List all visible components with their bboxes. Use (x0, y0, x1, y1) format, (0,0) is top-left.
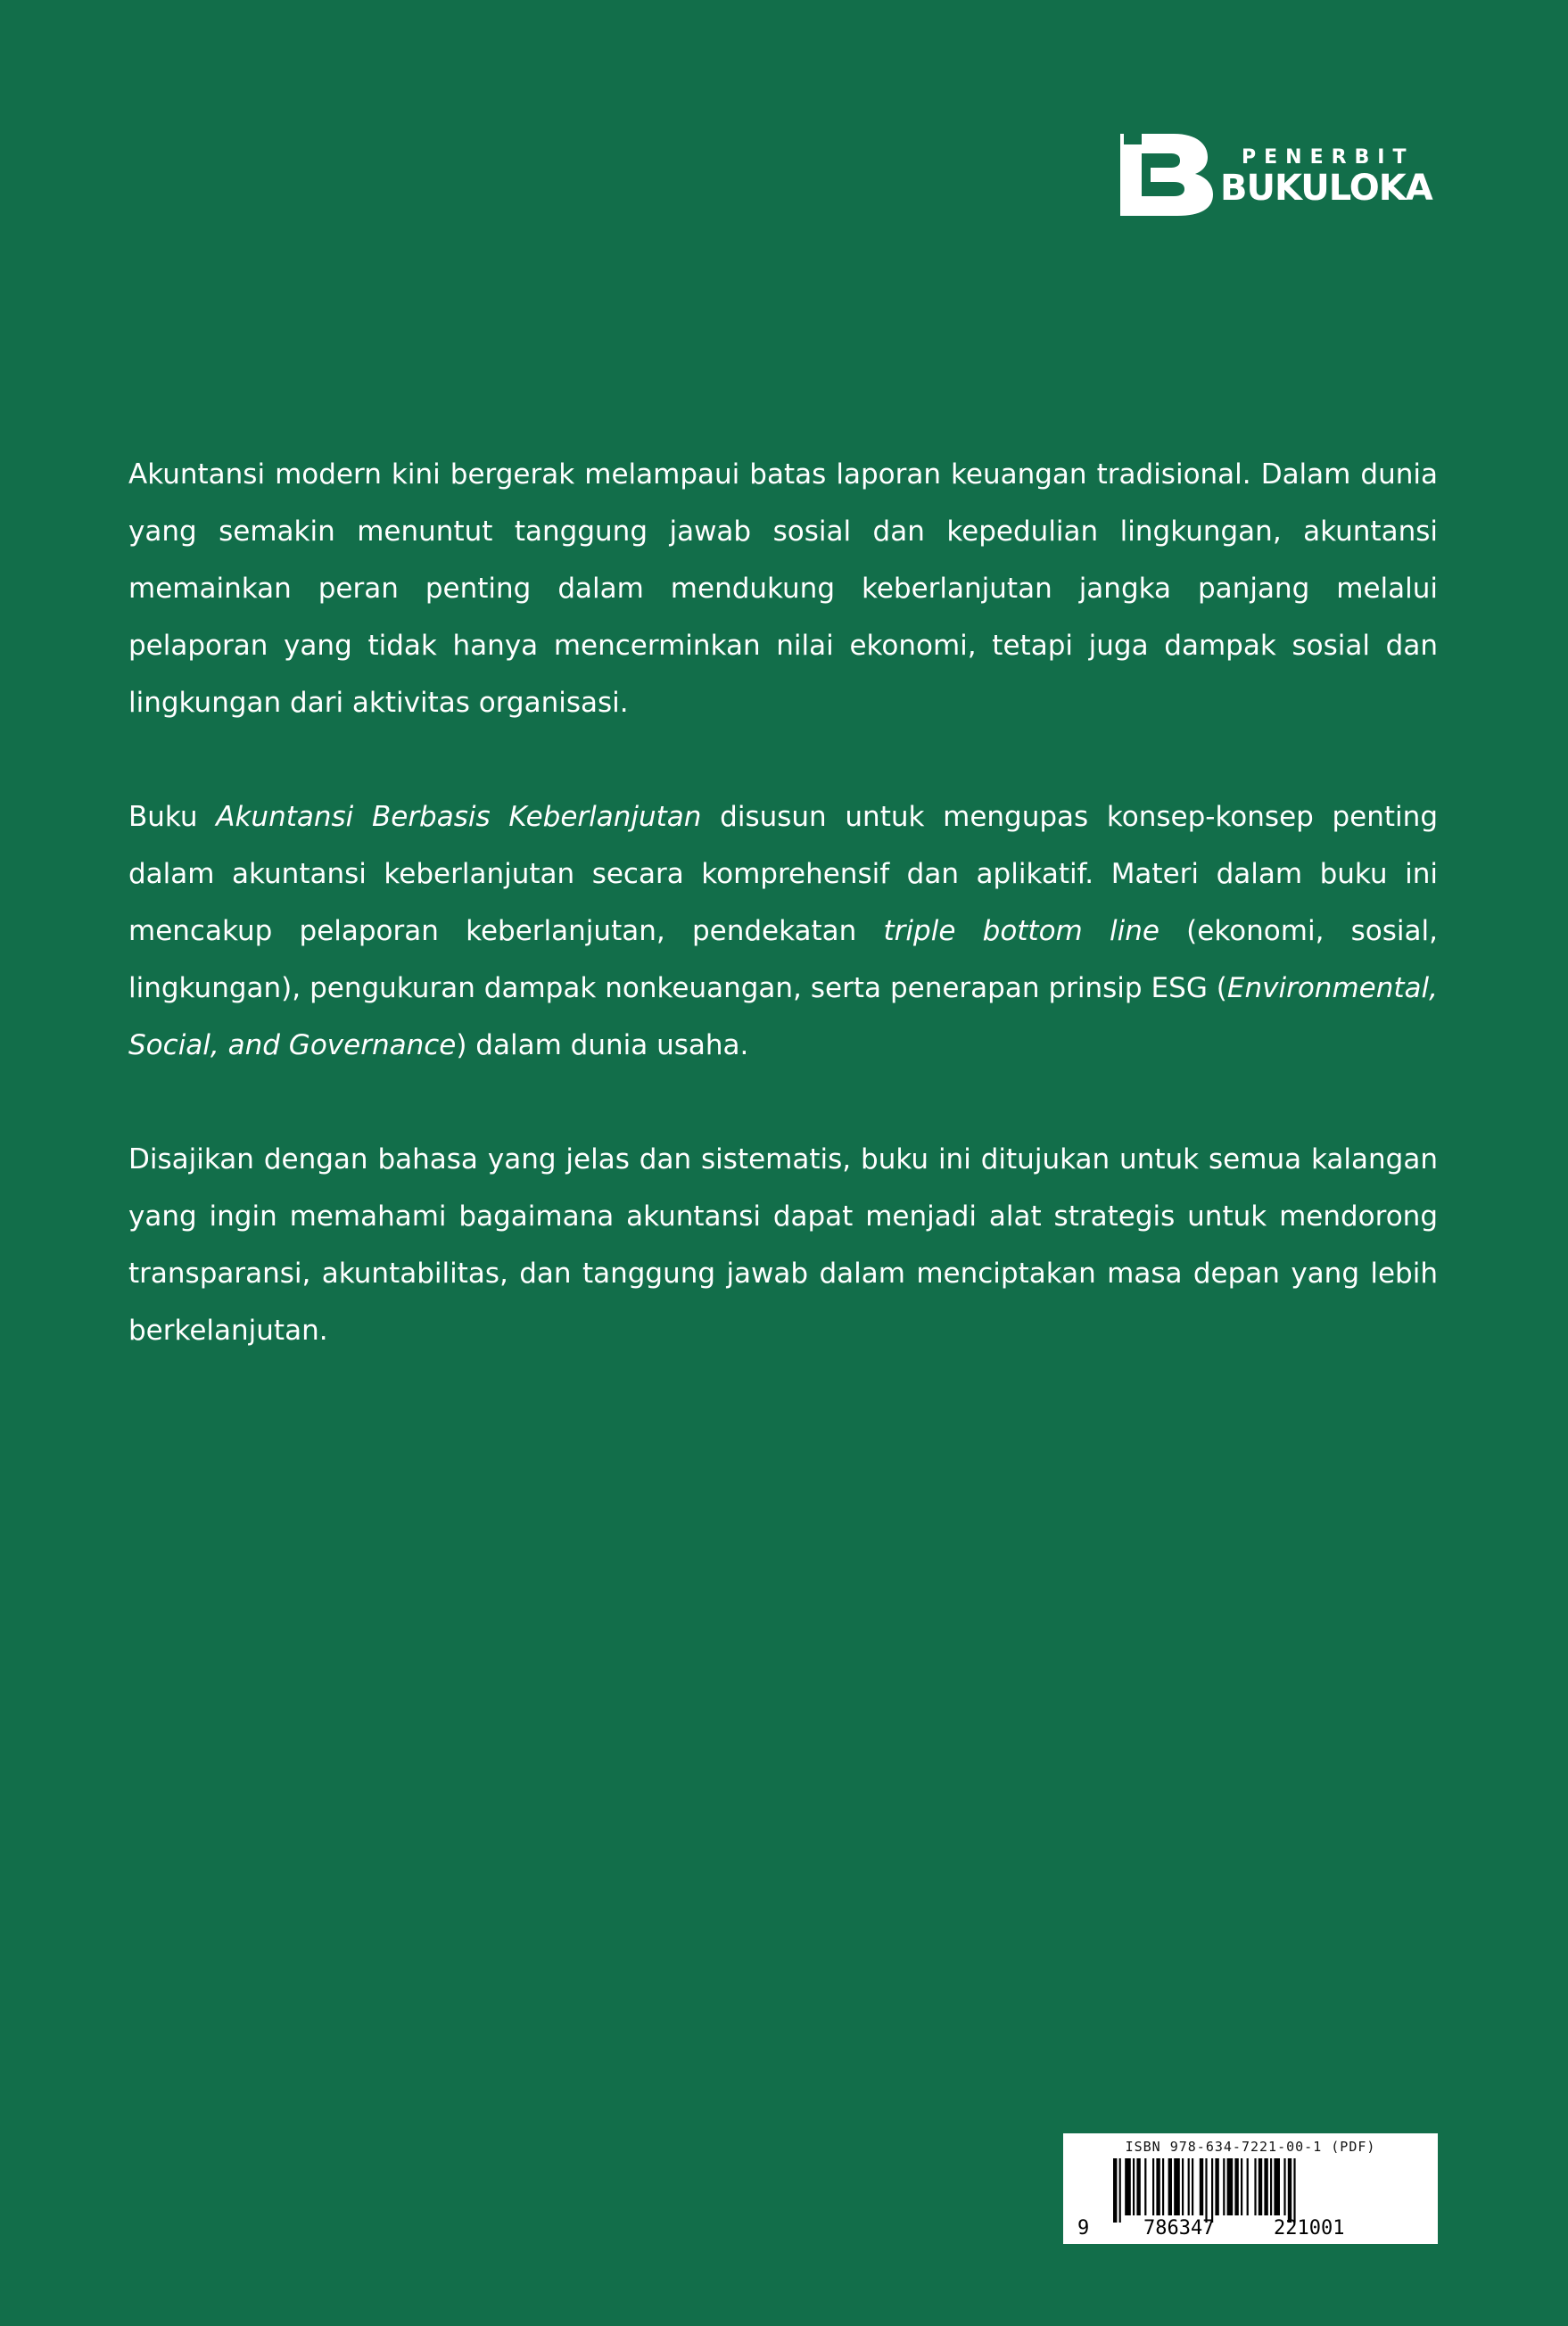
blurb-paragraph-3: Disajikan dengan bahasa yang jelas dan sistematis, buku ini ditujukan untuk semua kalangan yang ingin memahami bagaimana akuntansi dapat menjadi alat strategis untuk mendorong transparansi, akuntabilitas, dan tanggung jawab dalam menciptakan masa depan yang lebih berkelanjutan. (128, 1143, 1438, 1347)
barcode-bar (1152, 2158, 1154, 2215)
blurb-p2-part-c: (ekonomi, sosial, lingkungan), pengukuran dampak nonkeuangan, serta penerapan prinsip ESG ( (128, 915, 1438, 1004)
barcode-bar (1144, 2158, 1146, 2215)
barcode-bar (1125, 2158, 1131, 2215)
barcode-bar (1119, 2158, 1121, 2223)
esg-term: Environmental, Social, and Governance (128, 972, 1438, 1061)
barcode-bar (1241, 2158, 1242, 2215)
barcode-bar (1133, 2158, 1135, 2215)
blurb (128, 446, 1438, 1416)
isbn-barcode (1063, 2133, 1438, 2244)
barcode-bar (1211, 2158, 1213, 2223)
barcode-bar (1293, 2158, 1295, 2223)
barcode-digits-left: 786347 (1143, 2217, 1215, 2239)
barcode-bar (1270, 2158, 1272, 2215)
blurb-p2-part-a: Buku (128, 801, 217, 833)
barcode-digit-first: 9 (1077, 2217, 1090, 2239)
barcode-bar (1247, 2158, 1249, 2215)
barcode-bar (1264, 2158, 1267, 2215)
barcode-bar (1254, 2158, 1256, 2215)
publisher-label-main: BUKULOKA (1220, 168, 1432, 209)
barcode-bar (1192, 2158, 1193, 2215)
barcode-bar (1283, 2158, 1285, 2215)
blurb-p2-part-d: ) dalam dunia usaha. (456, 1029, 749, 1061)
blurb-paragraph-1: Akuntansi modern kini bergerak melampaui batas laporan keuangan tradisional. Dalam dunia yang semakin menuntut tanggung jawab sosial dan kepedulian lingkungan, akuntansi memainkan peran penting dalam mendukung keberlanjutan jangka panjang melalui pelaporan yang tidak hanya mencerminkan nilai ekonomi, tetapi juga dampak sosial dan lingkungan dari aktivitas organisasi. (128, 458, 1438, 719)
barcode-bars (1113, 2158, 1381, 2223)
barcode-bar (1188, 2158, 1190, 2215)
isbn-text: ISBN 978-634-7221-00-1 (PDF) (1125, 2139, 1376, 2155)
blurb-p2-part-b: disusun untuk mengupas konsep-konsep penting dalam akuntansi keberlanjutan secara komprehensif dan aplikatif. Materi dalam buku ini mencakup pelaporan keberlanjutan, pendekatan (128, 801, 1438, 947)
barcode-bar (1259, 2158, 1262, 2215)
barcode-bar (1162, 2158, 1164, 2215)
barcode-bar (1205, 2158, 1207, 2223)
barcode-bar (1156, 2158, 1159, 2215)
barcode-bar (1223, 2158, 1225, 2215)
barcode-bar (1215, 2158, 1218, 2215)
barcode-bar (1174, 2158, 1180, 2215)
barcode-bar (1182, 2158, 1184, 2215)
barcode-bar (1113, 2158, 1117, 2223)
barcode-bar (1136, 2158, 1140, 2215)
barcode-bar (1200, 2158, 1203, 2215)
barcode-bar (1168, 2158, 1172, 2215)
barcode-bar (1227, 2158, 1234, 2215)
triple-bottom-line-term: triple bottom line (883, 915, 1159, 947)
barcode-bar (1274, 2158, 1280, 2215)
publisher-logo (1120, 134, 1440, 216)
barcode-bar (1234, 2158, 1238, 2215)
publisher-label-top: PENERBIT (1242, 146, 1415, 169)
blurb-paragraph-2 (128, 788, 1438, 1074)
barcode-digits-right: 221001 (1274, 2217, 1345, 2239)
book-title: Akuntansi Berbasis Keberlanjutan (216, 801, 702, 833)
barcode-bar (1288, 2158, 1292, 2223)
logo-b-icon (1120, 134, 1213, 216)
